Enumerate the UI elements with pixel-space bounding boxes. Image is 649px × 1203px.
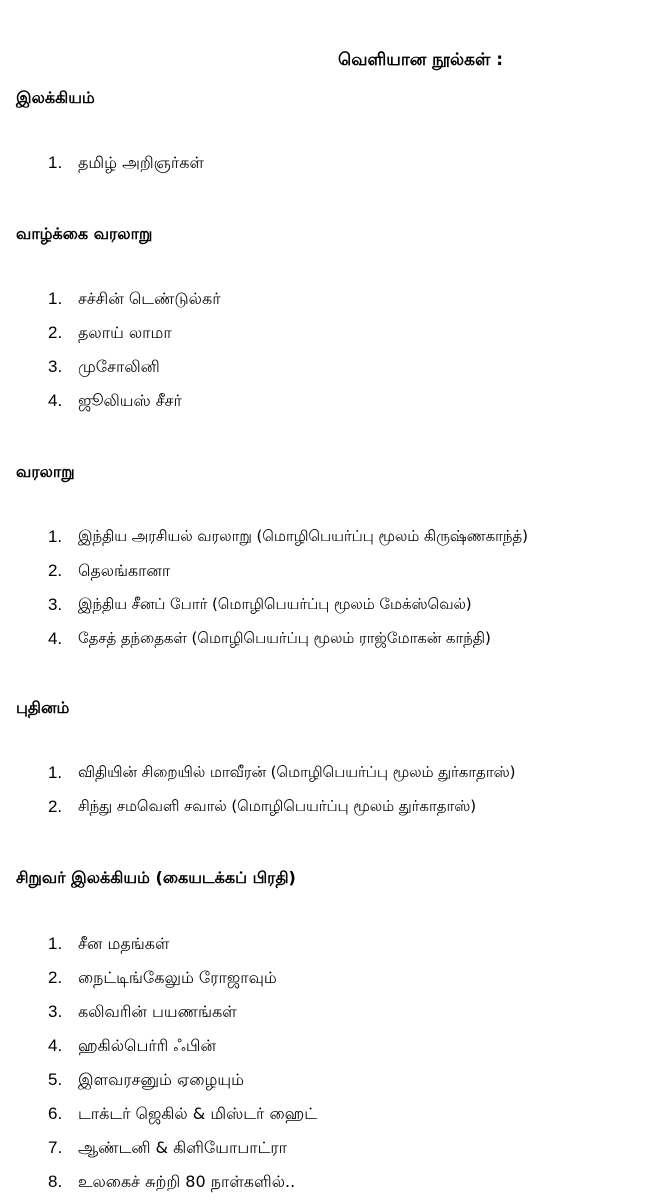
list-item-number: 2. [48, 797, 62, 816]
list-item [0, 961, 317, 995]
list-item-text: சிந்து சமவெளி சவால் (மொழிபெயர்ப்பு மூலம் துர்காதாஸ்) [78, 797, 476, 815]
section-list-novel [0, 756, 515, 824]
list-item [0, 1063, 317, 1097]
list-item [0, 384, 221, 418]
list-item [0, 588, 528, 622]
list-item-text: இந்திய சீனப் போர் (மொழிபெயர்ப்பு மூலம் மேக்ஸ்வெல்) [78, 595, 472, 613]
list-item [0, 622, 528, 656]
section-heading-history: வரலாறு [16, 462, 75, 481]
list-item-text: சீன மதங்கள் [78, 933, 170, 953]
list-item-number: 1. [48, 763, 62, 782]
list-item [0, 554, 528, 588]
list-item-number: 2. [48, 323, 63, 342]
list-item-number: 3. [48, 1002, 63, 1021]
list-item-number: 4. [48, 1036, 63, 1055]
list-item-text: டாக்டர் ஜெகில் & மிஸ்டர் ஹைட் [78, 1103, 317, 1123]
list-item-number: 4. [48, 629, 62, 648]
list-item-number: 3. [48, 595, 62, 614]
section-heading-novel: புதினம் [16, 698, 70, 717]
list-item [0, 146, 204, 180]
section-heading-biography: வாழ்க்கை வரலாறு [16, 224, 153, 243]
list-item [0, 756, 515, 790]
list-item [0, 995, 317, 1029]
list-item [0, 520, 528, 554]
list-item-number: 1. [48, 934, 63, 953]
list-item-text: இளவரசனும் ஏழையும் [78, 1069, 245, 1089]
list-item-number: 7. [48, 1138, 63, 1157]
list-item-number: 2. [48, 561, 62, 580]
list-item [0, 927, 317, 961]
list-item [0, 316, 221, 350]
list-item-text: உலகைச் சுற்றி 80 நாள்களில்.. [78, 1171, 296, 1191]
list-item-number: 5. [48, 1070, 63, 1089]
list-item [0, 1097, 317, 1131]
list-item-number: 4. [48, 391, 63, 410]
list-item-number: 6. [48, 1104, 63, 1123]
list-item-text: ஆண்டனி & கிளியோபாட்ரா [78, 1137, 287, 1157]
section-list-history [0, 520, 528, 656]
list-item [0, 1131, 317, 1165]
list-item-text: தமிழ் அறிஞர்கள் [78, 152, 204, 172]
section-list-children-literature [0, 927, 317, 1199]
list-item [0, 1165, 317, 1199]
list-item [0, 790, 515, 824]
section-list-literature [0, 146, 204, 180]
list-item-number: 3. [48, 357, 63, 376]
section-list-biography [0, 282, 221, 418]
list-item-number: 1. [48, 289, 63, 308]
list-item [0, 1029, 317, 1063]
list-item-text: இந்திய அரசியல் வரலாறு (மொழிபெயர்ப்பு மூலம் கிருஷ்ணகாந்த்) [78, 527, 528, 545]
list-item-number: 1. [48, 153, 63, 172]
list-item-text: தெலங்கானா [78, 560, 171, 580]
list-item-text: சச்சின் டெண்டுல்கர் [78, 288, 221, 308]
list-item-text: நைட்டிங்கேலும் ரோஜாவும் [78, 967, 277, 987]
list-item-number: 8. [48, 1172, 63, 1191]
list-item-text: முசோலினி [78, 356, 160, 376]
list-item [0, 282, 221, 316]
list-item [0, 350, 221, 384]
list-item-text: ஜூலியஸ் சீசர் [78, 390, 182, 410]
list-item-number: 1. [48, 527, 62, 546]
list-item-text: கலிவரின் பயணங்கள் [78, 1001, 237, 1021]
section-heading-children-literature: சிறுவர் இலக்கியம் (கையடக்கப் பிரதி) [16, 868, 296, 887]
list-item-text: தேசத் தந்தைகள் (மொழிபெயர்ப்பு மூலம் ராஜ்மோகன் காந்தி) [78, 629, 491, 647]
list-item-text: ஹகில்பெர்ரி ஃபின் [78, 1035, 216, 1055]
list-item-text: தலாய் லாமா [78, 322, 172, 342]
list-item-text: விதியின் சிறையில் மாவீரன் (மொழிபெயர்ப்பு மூலம் துர்காதாஸ்) [78, 763, 516, 781]
document-title: வெளியான நூல்கள் : [338, 50, 504, 70]
section-heading-literature: இலக்கியம் [16, 88, 95, 107]
list-item-number: 2. [48, 968, 63, 987]
